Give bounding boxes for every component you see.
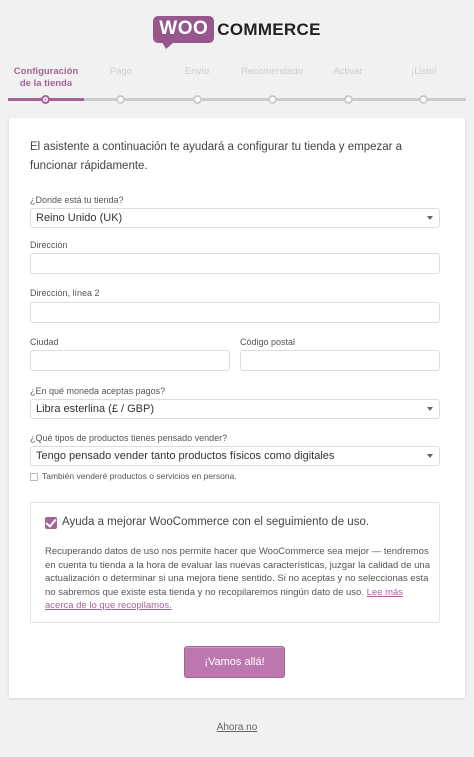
address2-field[interactable] [30, 302, 440, 323]
in-person-checkbox[interactable] [30, 473, 38, 481]
step-ready-label: ¡Listo! [411, 66, 437, 77]
not-now-link[interactable]: Ahora no [216, 722, 258, 733]
step-activate-label: Activar [333, 66, 363, 77]
logo-woo-mark: WOO [153, 16, 214, 43]
step-ready-dot [419, 95, 428, 104]
logo-commerce-text: COMMERCE [217, 19, 321, 39]
postcode-label: Código postal [240, 337, 296, 347]
step-payment [96, 66, 146, 78]
setup-steps [8, 66, 466, 106]
learn-more-link[interactable]: Lee más acerca de lo que recopilamos. [45, 586, 404, 611]
setup-card [9, 118, 465, 698]
step-store-setup [8, 66, 84, 90]
step-payment-label: Pago [109, 66, 133, 77]
usage-tracking-checkbox[interactable] [45, 517, 57, 529]
usage-tracking-box [30, 502, 440, 623]
country-label: ¿Donde está tu tienda? [30, 195, 124, 205]
step-shipping-label: Envío [184, 66, 210, 77]
currency-select-value: Libra esterlina (£ / GBP) [36, 403, 154, 415]
in-person-label: También venderé productos o servicios en persona. [42, 471, 237, 481]
step-recommended-dot [268, 95, 277, 104]
currency-select[interactable] [30, 399, 440, 419]
step-shipping-dot [193, 95, 202, 104]
not-now-container [0, 722, 474, 733]
chevron-down-icon [427, 216, 433, 220]
city-label: Ciudad [30, 337, 59, 347]
product-type-label: ¿Qué tipos de productos tienes pensado vender? [30, 433, 228, 443]
step-shipping [172, 66, 222, 78]
usage-tracking-title: Ayuda a mejorar WooCommerce con el seguimiento de uso. [62, 516, 370, 528]
product-type-select[interactable] [30, 446, 440, 466]
step-store-setup-label-1: Configuración [13, 66, 79, 77]
product-type-select-value: Tengo pensado vender tanto productos físicos como digitales [36, 450, 335, 462]
address2-label: Dirección, línea 2 [30, 288, 100, 298]
country-select-value: Reino Unido (UK) [36, 212, 123, 224]
step-store-setup-dot [41, 95, 50, 104]
postcode-field[interactable] [240, 350, 440, 371]
step-recommended-label: Recomendado [241, 66, 303, 77]
chevron-down-icon [427, 454, 433, 458]
step-activate [323, 66, 373, 78]
step-ready [399, 66, 449, 78]
usage-tracking-text: Recuperando datos de uso nos permite hacer que WooCommerce sea mejor — tendremos en cuenta tu tienda a la hora de evaluar las nuevas características, juzgar la calidad de una actualización o determinar si una mejora tiene sentido. Si no aceptas y no seleccionas esta no sabremos que existe esta tienda y no recopilaremos ningún dato de uso. [45, 546, 430, 598]
currency-label: ¿En qué moneda aceptas pagos? [30, 386, 166, 396]
usage-tracking-description [45, 545, 430, 613]
chevron-down-icon [427, 407, 433, 411]
address-field[interactable] [30, 253, 440, 274]
intro-text: El asistente a continuación te ayudará a configurar tu tienda y empezar a funcionar rápidamente. [30, 141, 403, 172]
woocommerce-logo [0, 16, 474, 43]
address-label: Dirección [30, 240, 68, 250]
step-activate-dot [344, 95, 353, 104]
step-recommended [234, 66, 310, 78]
city-field[interactable] [30, 350, 230, 371]
lets-go-button[interactable]: ¡Vamos allá! [184, 646, 285, 678]
step-store-setup-label-2: de la tienda [19, 78, 73, 89]
country-select[interactable] [30, 208, 440, 228]
step-payment-dot [116, 95, 125, 104]
